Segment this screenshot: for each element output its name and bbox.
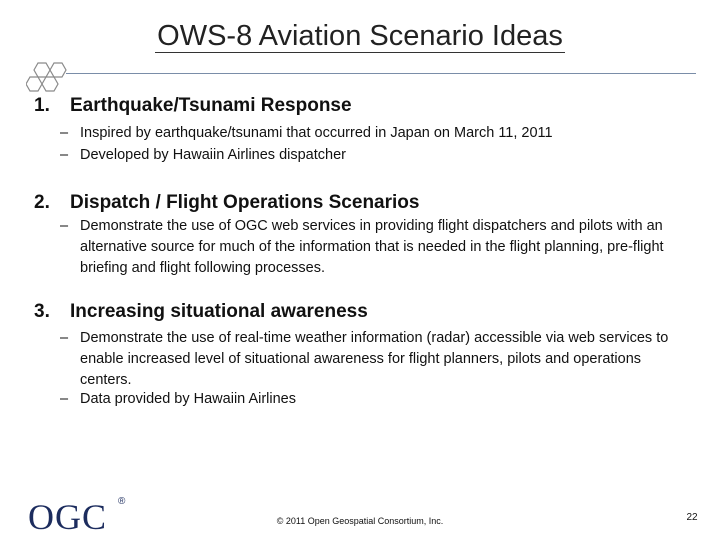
item-2-bullet-1: – Demonstrate the use of OGC web services in providing flight dispatchers and pilots with an alternative source for much of the information that is needed in the flight planning, pre-flight briefing and flight following processes. bbox=[60, 218, 664, 276]
page-number: 22 bbox=[686, 512, 698, 523]
item-1-heading: 1. Earthquake/Tsunami Response bbox=[34, 95, 352, 116]
item-3-heading: 3. Increasing situational awareness bbox=[34, 301, 368, 322]
slide-title: OWS-8 Aviation Scenario Ideas bbox=[157, 20, 563, 52]
item-3-bullet-2: – Data provided by Hawaiin Airlines bbox=[60, 391, 296, 407]
registered-mark: ® bbox=[118, 496, 126, 507]
item-3-bullet-1: – Demonstrate the use of real-time weather information (radar) accessible via web services to enable increased level of situational awareness for flight planners, pilots and operations centers. bbox=[60, 330, 669, 388]
hexagon-cluster-icon bbox=[26, 58, 74, 94]
item-1-bullet-1: – Inspired by earthquake/tsunami that occurred in Japan on March 11, 2011 bbox=[60, 125, 553, 141]
item-2-heading: 2. Dispatch / Flight Operations Scenarios bbox=[34, 192, 420, 213]
title-divider bbox=[66, 73, 696, 74]
copyright-footer: © 2011 Open Geospatial Consortium, Inc. bbox=[276, 516, 444, 526]
item-1-bullet-2: – Developed by Hawaiin Airlines dispatcher bbox=[60, 147, 346, 163]
ogc-logo: OGC bbox=[28, 497, 108, 537]
